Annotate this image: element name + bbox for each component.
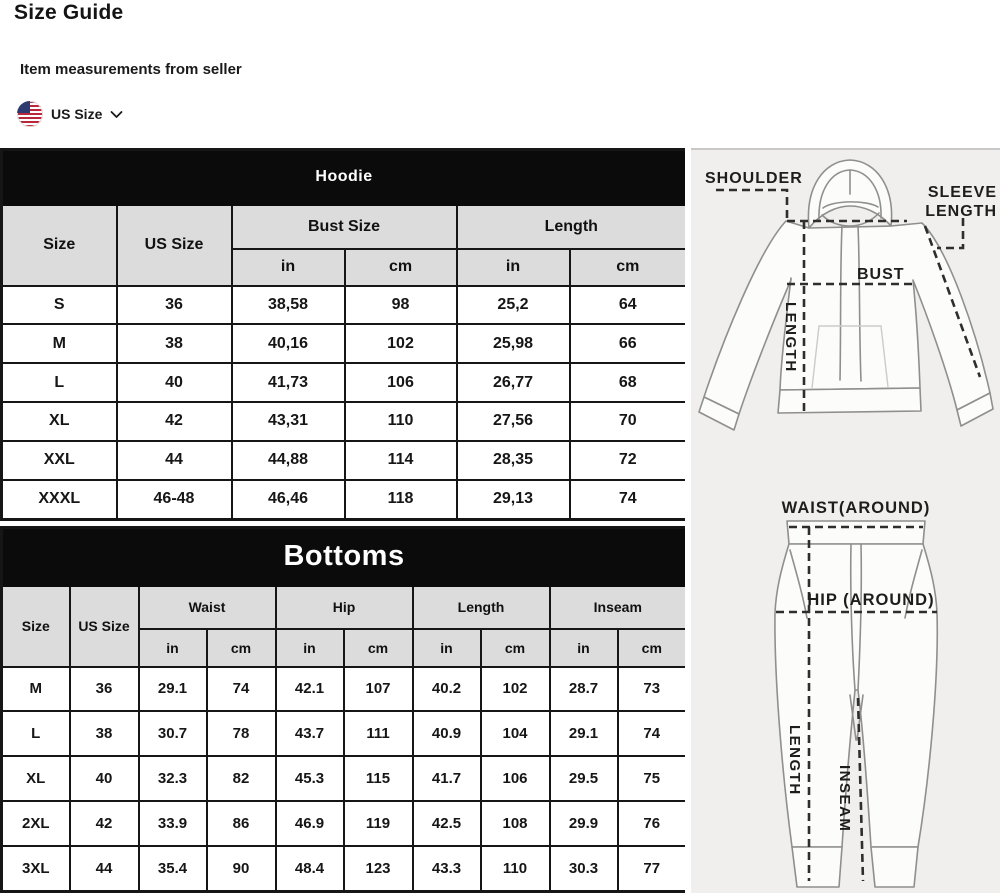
table-cell: 74: [207, 667, 276, 712]
table-row: [2, 286, 687, 325]
table-cell: 43,31: [232, 402, 345, 441]
shoulder-label: SHOULDER: [705, 170, 803, 187]
table-cell: 29.9: [550, 801, 618, 846]
table-cell: 98: [345, 286, 457, 325]
col-header-bust-size: Bust Size: [232, 205, 457, 249]
hoodie-length-label: LENGTH: [782, 302, 799, 373]
pants-drawing: [775, 521, 937, 887]
table-row: [2, 402, 687, 441]
chevron-down-icon: [110, 110, 123, 119]
table-cell: 114: [345, 441, 457, 480]
col-header-size: Size: [2, 586, 70, 667]
bottoms-table-title: Bottoms: [2, 528, 687, 586]
table-cell: 110: [345, 402, 457, 441]
table-row: [2, 480, 687, 520]
table-row: [2, 324, 687, 363]
table-cell: 43.7: [276, 711, 344, 756]
hoodie-size-table: [0, 148, 688, 521]
table-cell: 26,77: [457, 363, 570, 402]
col-header-in: in: [232, 249, 345, 286]
table-cell: S: [2, 286, 117, 325]
table-row: [2, 441, 687, 480]
sleeve-connector-line: [937, 218, 963, 248]
table-cell: 106: [345, 363, 457, 402]
sleeve-length-label-2: LENGTH: [925, 203, 997, 220]
table-cell: 72: [570, 441, 687, 480]
table-cell: 46.9: [276, 801, 344, 846]
table-cell: 40: [70, 756, 139, 801]
col-header-cm: cm: [345, 249, 457, 286]
size-guide-content: [0, 148, 1000, 893]
col-header-hip: Hip: [276, 586, 413, 629]
col-header-in: in: [276, 629, 344, 667]
col-header-us-size: US Size: [70, 586, 139, 667]
table-cell: XL: [2, 402, 117, 441]
table-cell: 40.9: [413, 711, 481, 756]
bottoms-size-table: [0, 526, 688, 893]
table-cell: 82: [207, 756, 276, 801]
measurement-diagram: [691, 150, 1000, 893]
table-cell: 38,58: [232, 286, 345, 325]
table-cell: 73: [618, 667, 687, 712]
table-cell: 28.7: [550, 667, 618, 712]
table-cell: 104: [481, 711, 550, 756]
table-cell: 111: [344, 711, 413, 756]
table-cell: 25,2: [457, 286, 570, 325]
table-cell: 29.1: [550, 711, 618, 756]
table-cell: 78: [207, 711, 276, 756]
table-cell: 46-48: [117, 480, 232, 520]
table-cell: 110: [481, 846, 550, 892]
table-cell: 40,16: [232, 324, 345, 363]
col-header-cm: cm: [481, 629, 550, 667]
size-unit-label: US Size: [51, 106, 103, 122]
table-cell: 86: [207, 801, 276, 846]
page-title: Size Guide: [14, 1, 124, 24]
col-header-cm: cm: [618, 629, 687, 667]
shoulder-connector-line: [716, 190, 787, 219]
table-cell: 2XL: [2, 801, 70, 846]
col-header-cm: cm: [570, 249, 687, 286]
col-header-length: Length: [413, 586, 550, 629]
col-header-us-size: US Size: [117, 205, 232, 286]
size-tables: [0, 148, 685, 893]
col-header-length: Length: [457, 205, 687, 249]
table-cell: XL: [2, 756, 70, 801]
measurement-diagram-panel: [691, 148, 1000, 893]
table-row: [2, 756, 687, 801]
table-cell: 90: [207, 846, 276, 892]
table-cell: 38: [70, 711, 139, 756]
table-cell: 77: [618, 846, 687, 892]
table-cell: 29.1: [139, 667, 207, 712]
table-cell: 38: [117, 324, 232, 363]
table-cell: 30.3: [550, 846, 618, 892]
table-cell: 40: [117, 363, 232, 402]
table-cell: 29.5: [550, 756, 618, 801]
table-cell: M: [2, 667, 70, 712]
table-cell: 32.3: [139, 756, 207, 801]
table-cell: 119: [344, 801, 413, 846]
table-cell: 115: [344, 756, 413, 801]
table-cell: 25,98: [457, 324, 570, 363]
table-cell: 42: [70, 801, 139, 846]
table-cell: 44: [70, 846, 139, 892]
table-cell: 48.4: [276, 846, 344, 892]
subtitle: Item measurements from seller: [20, 61, 242, 78]
table-cell: 42.5: [413, 801, 481, 846]
table-cell: 64: [570, 286, 687, 325]
hip-label: HIP (AROUND): [807, 591, 935, 609]
table-cell: 43.3: [413, 846, 481, 892]
table-cell: 42.1: [276, 667, 344, 712]
table-cell: 41,73: [232, 363, 345, 402]
col-header-cm: cm: [344, 629, 413, 667]
table-cell: 76: [618, 801, 687, 846]
table-cell: 44,88: [232, 441, 345, 480]
table-cell: XXXL: [2, 480, 117, 520]
bust-label: BUST: [857, 266, 905, 283]
table-cell: 123: [344, 846, 413, 892]
table-cell: 118: [345, 480, 457, 520]
table-cell: 68: [570, 363, 687, 402]
col-header-inseam: Inseam: [550, 586, 687, 629]
sleeve-length-label-1: SLEEVE: [927, 184, 997, 201]
pants-length-label: LENGTH: [786, 725, 803, 796]
table-cell: 42: [117, 402, 232, 441]
table-cell: 28,35: [457, 441, 570, 480]
col-header-size: Size: [2, 205, 117, 286]
table-cell: 102: [345, 324, 457, 363]
table-cell: 46,46: [232, 480, 345, 520]
table-cell: 30.7: [139, 711, 207, 756]
waist-label: WAIST(AROUND): [781, 499, 931, 517]
table-cell: L: [2, 363, 117, 402]
table-cell: 29,13: [457, 480, 570, 520]
us-flag-icon: [17, 101, 43, 127]
table-cell: 44: [117, 441, 232, 480]
size-unit-selector[interactable]: [17, 101, 123, 127]
table-cell: 75: [618, 756, 687, 801]
table-cell: 108: [481, 801, 550, 846]
table-cell: 33.9: [139, 801, 207, 846]
inseam-label: INSEAM: [836, 765, 853, 833]
table-row: [2, 667, 687, 712]
table-cell: 74: [618, 711, 687, 756]
table-row: [2, 846, 687, 892]
table-cell: 106: [481, 756, 550, 801]
col-header-in: in: [139, 629, 207, 667]
table-cell: L: [2, 711, 70, 756]
table-cell: 36: [70, 667, 139, 712]
table-cell: 3XL: [2, 846, 70, 892]
table-row: [2, 363, 687, 402]
col-header-in: in: [413, 629, 481, 667]
table-cell: XXL: [2, 441, 117, 480]
table-cell: 41.7: [413, 756, 481, 801]
col-header-waist: Waist: [139, 586, 276, 629]
table-cell: 36: [117, 286, 232, 325]
table-cell: 107: [344, 667, 413, 712]
table-cell: 70: [570, 402, 687, 441]
col-header-in: in: [550, 629, 618, 667]
table-cell: 74: [570, 480, 687, 520]
table-cell: 40.2: [413, 667, 481, 712]
table-cell: 102: [481, 667, 550, 712]
table-cell: 66: [570, 324, 687, 363]
table-cell: 35.4: [139, 846, 207, 892]
hoodie-table-title: Hoodie: [2, 150, 687, 205]
col-header-cm: cm: [207, 629, 276, 667]
table-row: [2, 801, 687, 846]
col-header-in: in: [457, 249, 570, 286]
table-cell: 45.3: [276, 756, 344, 801]
table-cell: 27,56: [457, 402, 570, 441]
table-row: [2, 711, 687, 756]
table-cell: M: [2, 324, 117, 363]
